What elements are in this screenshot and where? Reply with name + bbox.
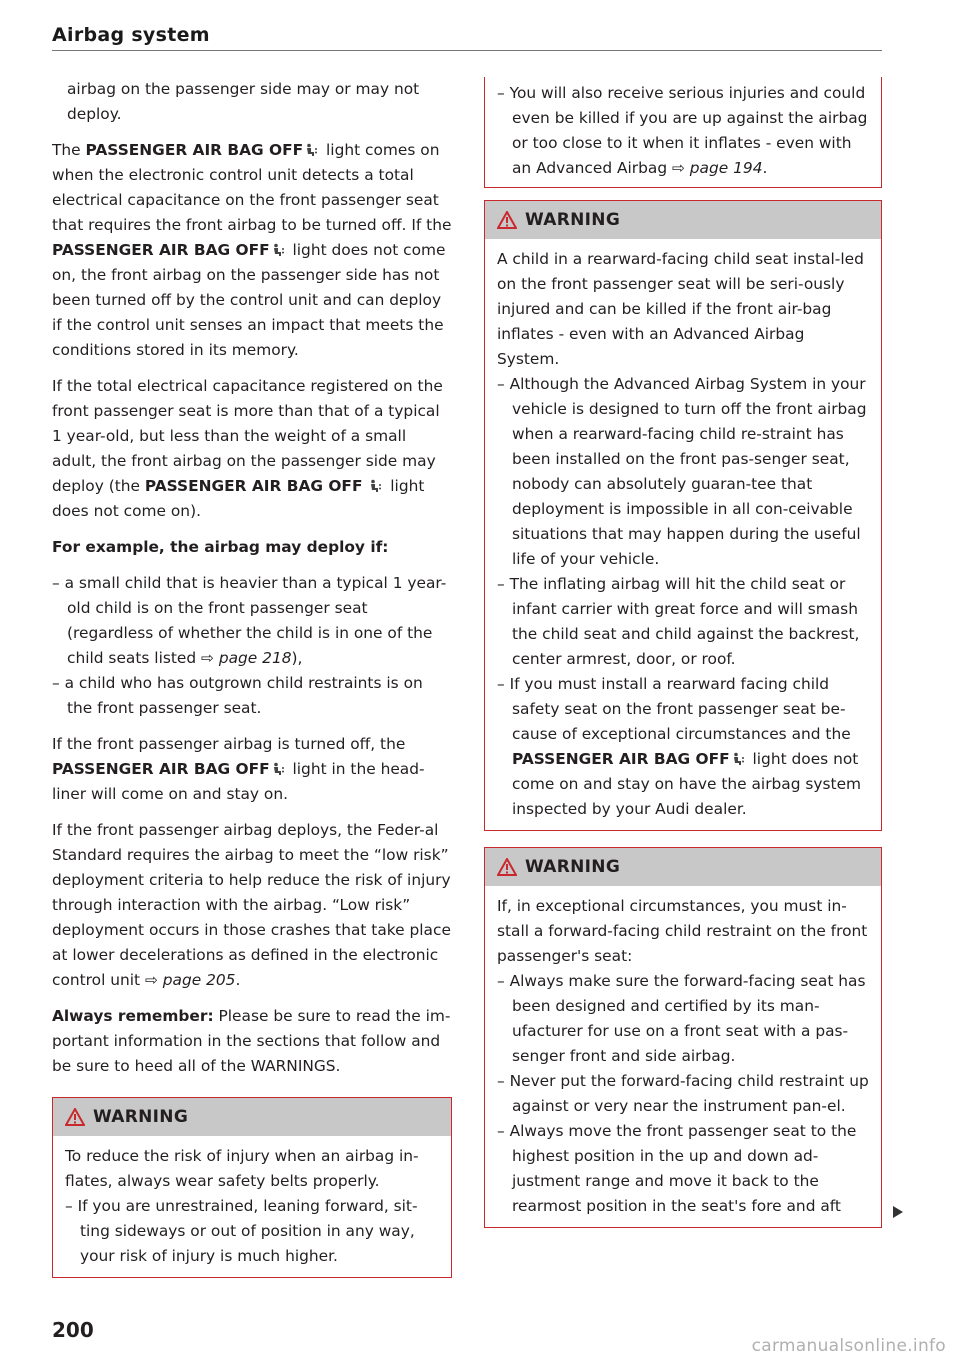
warning-header [485,848,881,886]
list-item: – Never put the forward-facing child restraint up against or very near the instrument pan-el. [497,1072,869,1115]
paragraph: A child in a rearward-facing child seat instal-led on the front passenger seat will be seri-ously injured and can be killed if the front air-bag inflates - even with an Advanced Airbag System. [497,250,864,368]
warning-header [485,201,881,239]
indicator-name: PASSENGER AIR BAG OFF [52,760,270,778]
text: If the front passenger airbag deploys, the Feder-al Standard requires the airbag to meet the “low risk” deployment criteria to help reduce the risk of injury through interaction with the airbag. “Low risk” deployment occurs in those crashes that take place at lower decelerations as defined in the electronic control unit [52,821,451,989]
paragraph [52,374,452,524]
text: Please be sure to read the im-portant information in the sections that follow and be sure to heed all of the WARNINGS. [52,1007,451,1075]
example-heading: For example, the airbag may deploy if: [52,538,389,556]
passenger-airbag-off-icon [272,762,286,776]
warning-continuation-box [484,77,882,188]
right-column [484,77,882,1228]
warning-body [485,886,881,1227]
warning-body [485,239,881,830]
list-item [497,672,869,822]
warning-box [52,1097,452,1278]
text: light does not come on). [52,477,425,520]
paragraph: airbag on the passenger side may or may not deploy. [67,80,420,123]
text: . [762,159,768,177]
page-reference-link[interactable]: ⇨ page 205 [144,971,236,989]
warning-title: WARNING [93,1107,189,1127]
text: . [235,971,241,989]
text: The [52,141,86,159]
list-item: – a child who has outgrown child restraints is on the front passenger seat. [52,674,423,717]
continue-arrow-icon [891,1205,905,1219]
list-item: – Always make sure the forward-facing seat has been designed and certified by its man-ufacturer for use on a front seat with a pas-senger front and side airbag. [497,972,866,1065]
warning-box [484,847,882,1228]
warning-box [484,200,882,831]
left-column [52,77,452,1278]
warning-body [53,1136,451,1277]
warning-header [53,1098,451,1136]
text: light comes on when the electronic control unit detects a total electrical capacitance on the front passenger seat that requires the front airbag to be turned off. If the [52,141,452,234]
passenger-airbag-off-icon [369,479,383,493]
passenger-airbag-off-icon [272,243,286,257]
indicator-name: PASSENGER AIR BAG OFF [52,241,270,259]
example-list [52,571,452,721]
list-item [497,81,869,181]
text: If the total electrical capacitance registered on the front passenger seat is more than that of a typical 1 year-old, but less than the weight of a small adult, the front airbag on the passenger side may deploy (the [52,377,443,495]
indicator-name: PASSENGER AIR BAG OFF [85,141,304,159]
list-item: – Although the Advanced Airbag System in your vehicle is designed to turn off the front airbag when a rearward-facing child re-straint has been installed on the front pas-senger seat, nobody can absolutely guaran-tee that deployment is impossible in all con-ceivable situations that may happen during the useful life of your vehicle. [497,375,867,568]
paragraph [52,818,452,993]
warning-title: WARNING [525,210,621,230]
header-rule [52,50,882,51]
text: light does not come on and stay on have the airbag system inspected by your Audi dealer. [512,750,862,818]
warning-title: WARNING [525,857,621,877]
paragraph [52,1004,452,1079]
page-reference-link[interactable]: ⇨ page 218 [201,649,292,667]
warning-triangle-icon [497,211,517,229]
text: If the front passenger airbag is turned off, the [52,735,406,753]
page-reference-link[interactable]: ⇨ page 194 [672,159,763,177]
paragraph: To reduce the risk of injury when an airbag in-flates, always wear safety belts properly. [65,1147,419,1190]
warning-triangle-icon [497,858,517,876]
text: light in the head-liner will come on and stay on. [52,760,425,803]
indicator-name: PASSENGER AIR BAG OFF [144,477,363,495]
passenger-airbag-off-icon [305,143,319,157]
emphasis-label: Always remember: [52,1007,214,1025]
warning-triangle-icon [65,1108,85,1126]
text: ), [291,649,303,667]
list-item: – The inflating airbag will hit the child seat or infant carrier with great force and will smash the child seat and child against the backrest, center armrest, door, or roof. [497,575,860,668]
text: – If you must install a rearward facing child safety seat on the front passenger seat be-cause of exceptional circumstances and the [497,675,851,743]
watermark: carmanualsonline.info [751,1336,946,1356]
section-title: Airbag system [52,24,210,46]
list-item: – If you are unrestrained, leaning forward, sit-ting sideways or out of position in any way, your risk of injury is much higher. [65,1197,418,1265]
paragraph [52,138,452,363]
text: light does not come on, the front airbag on the passenger side has not been turned off by the control unit and can deploy if the control unit senses an impact that meets the conditions stored in its memory. [52,241,446,359]
paragraph [52,732,452,807]
passenger-airbag-off-icon [732,752,746,766]
text: – a small child that is heavier than a typical 1 year-old child is on the front passenger seat (regardless of whether the child is in one of the child seats listed [52,574,447,667]
list-item: – Always move the front passenger seat to the highest position in the up and down ad-justment range and move it back to the rearmost position in the seat's fore and aft [497,1122,857,1215]
list-item [52,571,452,671]
paragraph: If, in exceptional circumstances, you must in-stall a forward-facing child restraint on the front passenger's seat: [497,897,868,965]
page-header [52,24,882,46]
text: – You will also receive serious injuries and could even be killed if you are up against the airbag or too close to it when it inflates - even with an Advanced Airbag [497,84,868,177]
page-number: 200 [52,1318,94,1342]
indicator-name: PASSENGER AIR BAG OFF [512,750,730,768]
